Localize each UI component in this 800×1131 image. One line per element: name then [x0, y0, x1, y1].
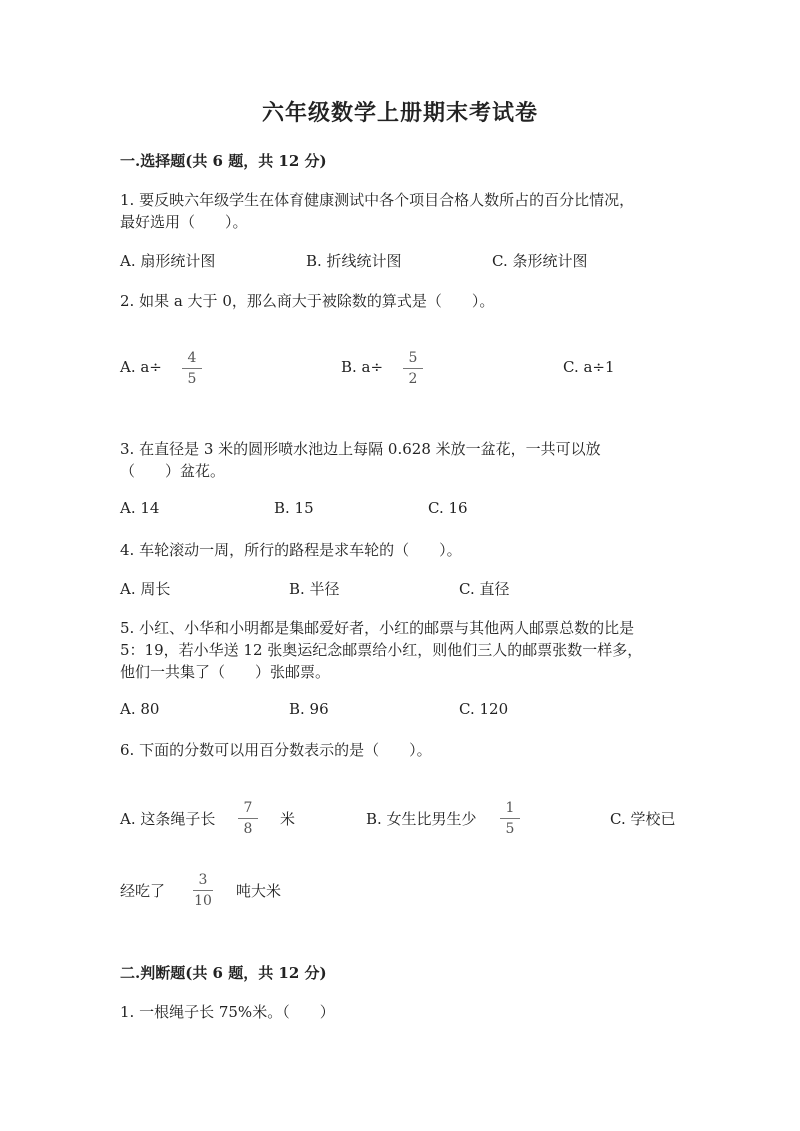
question-1-text-cont: 最好选用（ ）。 [120, 213, 248, 231]
question-5-text-cont2: 他们一共集了（ ）张邮票。 [120, 663, 331, 681]
question-1-text: 1. 要反映六年级学生在体育健康测试中各个项目合格人数所占的百分比情况， [120, 191, 635, 209]
question-5-option-b: B. 96 [289, 700, 329, 718]
fraction-denominator: 8 [243, 821, 253, 837]
question-5-text: 5. 小红、小华和小明都是集邮爱好者，小红的邮票与其他两人邮票总数的比是 [120, 619, 635, 637]
question-3-option-b: B. 15 [274, 499, 314, 517]
question-5-text-cont: 5：19，若小华送 12 张奥运纪念邮票给小红，则他们三人的邮票张数一样多， [120, 641, 643, 659]
judgement-1-text: 1. 一根绳子长 75%米。（ ） [120, 1003, 335, 1021]
question-3-text-cont: （ ）盆花。 [120, 462, 226, 480]
fraction-numerator: 5 [408, 350, 418, 366]
question-4-option-a: A. 周长 [120, 580, 171, 598]
question-1-option-b: B. 折线统计图 [306, 252, 402, 270]
fraction-bar [500, 818, 520, 819]
question-4-option-b: B. 半径 [289, 580, 340, 598]
section-heading-judgement: 二.判断题(共 6 题，共 12 分) [120, 964, 327, 982]
question-4-option-c: C. 直径 [459, 580, 510, 598]
question-5-option-c: C. 120 [459, 700, 509, 718]
question-2-option-a: A. a÷ [120, 358, 162, 376]
question-3-text: 3. 在直径是 3 米的圆形喷水池边上每隔 0.628 米放一盆花，一共可以放 [120, 440, 601, 458]
question-2-option-c: C. a÷1 [563, 358, 615, 376]
question-6-option-a-unit: 米 [280, 810, 296, 828]
question-6-fraction-c [191, 872, 215, 909]
fraction-denominator: 5 [505, 821, 515, 837]
question-1-option-a: A. 扇形统计图 [120, 252, 216, 270]
fraction-denominator: 10 [194, 893, 212, 909]
question-6-option-c-cont: 经吃了 [120, 882, 166, 900]
question-3-option-a: A. 14 [120, 499, 160, 517]
fraction-bar [238, 818, 258, 819]
question-6-option-c: C. 学校已 [610, 810, 676, 828]
question-6-option-b: B. 女生比男生少 [366, 810, 477, 828]
page-title: 六年级数学上册期末考试卷 [261, 100, 538, 126]
question-3-option-c: C. 16 [428, 499, 468, 517]
fraction-numerator: 1 [505, 800, 515, 816]
question-2-fraction-b [401, 350, 425, 387]
question-6-option-a: A. 这条绳子长 [120, 810, 216, 828]
question-2-fraction-a [180, 350, 204, 387]
question-2-text: 2. 如果 a 大于 0，那么商大于被除数的算式是（ ）。 [120, 292, 495, 310]
fraction-numerator: 7 [243, 800, 253, 816]
question-6-text: 6. 下面的分数可以用百分数表示的是（ ）。 [120, 741, 432, 759]
question-2-option-b: B. a÷ [341, 358, 384, 376]
fraction-bar [193, 890, 213, 891]
fraction-denominator: 5 [187, 371, 197, 387]
fraction-numerator: 4 [187, 350, 197, 366]
fraction-denominator: 2 [408, 371, 418, 387]
question-4-text: 4. 车轮滚动一周，所行的路程是求车轮的（ ）。 [120, 541, 462, 559]
fraction-bar [182, 368, 202, 369]
question-6-fraction-b [498, 800, 522, 837]
question-6-option-c-unit: 吨大米 [236, 882, 282, 900]
section-heading-choice: 一.选择题(共 6 题，共 12 分) [120, 152, 327, 170]
question-6-fraction-a [236, 800, 260, 837]
fraction-bar [403, 368, 423, 369]
fraction-numerator: 3 [198, 872, 208, 888]
question-1-option-c: C. 条形统计图 [492, 252, 588, 270]
question-5-option-a: A. 80 [120, 700, 160, 718]
